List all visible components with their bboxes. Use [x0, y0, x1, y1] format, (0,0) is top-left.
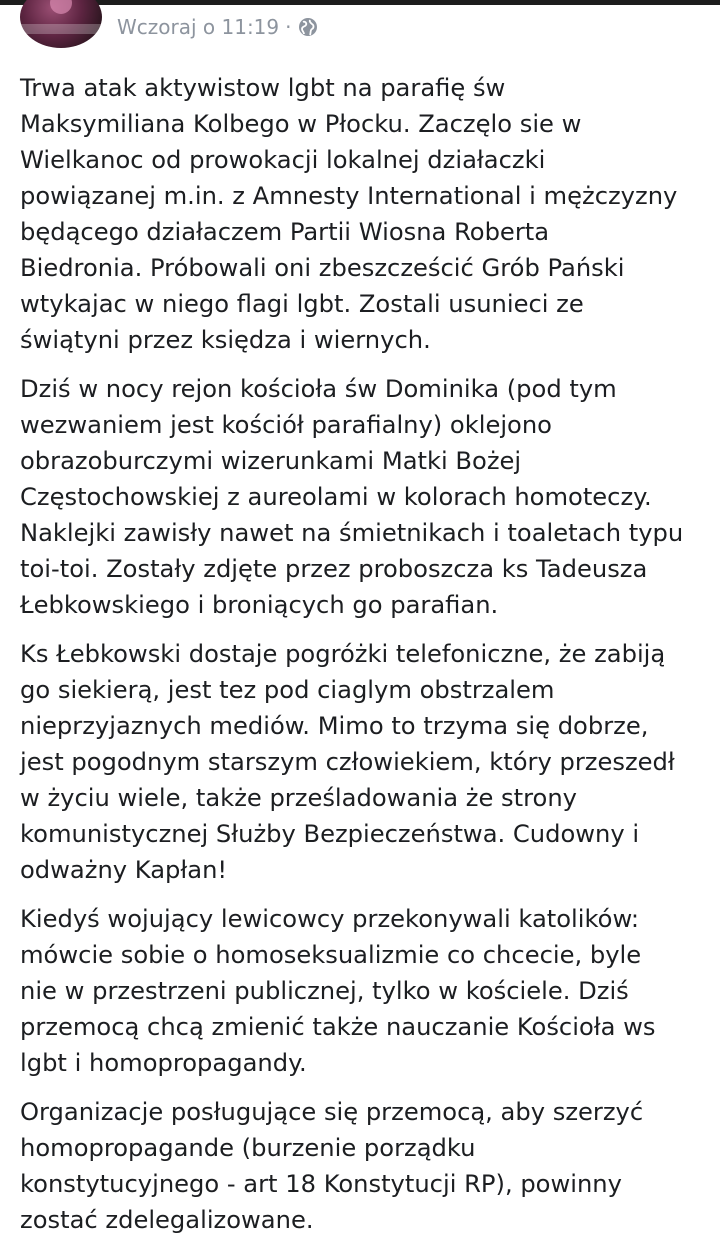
post-paragraph-4: Kiedyś wojujący lewicowcy przekonywali katolików: mówcie sobie o homoseksualizmie co chcecie, byle nie w przestrzeni publicznej, tylko w kościele. Dziś przemocą chcą zmienić także nauczanie Kościoła ws lgbt i homopropagandy. [20, 905, 656, 1077]
meta-separator: · [285, 15, 292, 39]
avatar-highlight [50, 0, 72, 14]
avatar[interactable] [20, 0, 102, 48]
post-paragraph-5: Organizacje posługujące się przemocą, aby szerzyć homopropagande (burzenie porządku konstytucyjnego - art 18 Konstytucji RP), powinny zostać zdelegalizowane. [20, 1098, 644, 1234]
avatar-band [20, 24, 102, 34]
post-body [20, 70, 710, 1251]
post-timestamp[interactable]: Wczoraj o 11:19 [117, 15, 280, 39]
post-paragraph-1: Trwa atak aktywistow lgbt na parafię św Maksymiliana Kolbego w Płocku. Zaczęlo sie w Wielkanoc od prowokacji lokalnej działaczki powiązanej m.in. z Amnesty International i mężczyzny będącego działaczem Partii Wiosna Roberta Biedronia. Próbowali oni zbeszcześcić Grób Pański wtykajac w niego flagi lgbt. Zostali usunieci ze świątyni przez księdza i wiernych. [20, 74, 678, 354]
post-header [0, 0, 720, 62]
top-edge [0, 0, 720, 5]
post-paragraph-2: Dziś w nocy rejon kościoła św Dominika (pod tym wezwaniem jest kościół parafialny) oklejono obrazoburczymi wizerunkami Matki Bożej Częstochowskiej z aureolami w kolorach homoteczy. Naklejki zawisły nawet na śmietnikach i toaletach typu toi-toi. Zostały zdjęte przez proboszcza ks Tadeusza Łebkowskiego i broniących go parafian. [20, 375, 684, 619]
globe-icon[interactable] [298, 17, 318, 37]
post-paragraph-3: Ks Łebkowski dostaje pogróżki telefoniczne, że zabiją go siekierą, jest tez pod ciaglym obstrzalem nieprzyjaznych mediów. Mimo to trzyma się dobrze, jest pogodnym starszym człowiekiem, który przeszedł w życiu wiele, także prześladowania że strony komunistycznej Służby Bezpieczeństwa. Cudowny i odważny Kapłan! [20, 640, 675, 884]
post-meta [117, 12, 318, 42]
